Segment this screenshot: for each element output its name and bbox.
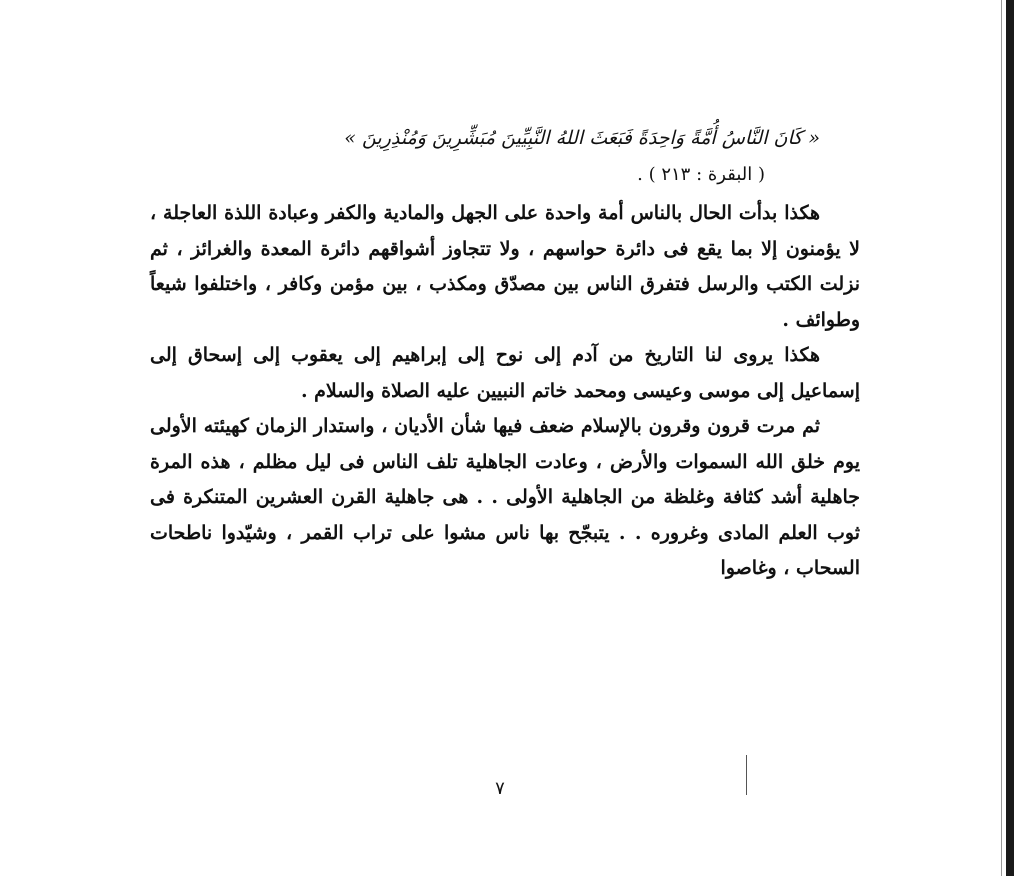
paragraph-1: هكذا بدأت الحال بالناس أمة واحدة على الجهل والمادية والكفر وعبادة اللذة العاجلة ، لا يؤمنون إلا بما يقع فى دائرة حواسهم ، ولا تتجاوز أشواقهم دائرة المعدة والغرائز ، ثم نزلت الكتب والرسل فتفرق الناس بين مصدّق ومكذب ، بين مؤمن وكافر ، واختلفوا شيعاً وطوائف . <box>150 202 860 331</box>
page-edge-shadow <box>1006 0 1014 876</box>
scan-mark <box>746 755 747 795</box>
page-number: ٧ <box>495 778 505 799</box>
page-body <box>150 118 860 587</box>
verse-reference: ( البقرة : ٢١٣ ) . <box>637 164 765 185</box>
page-edge-line <box>1001 0 1002 876</box>
paragraph-2: هكذا يروى لنا التاريخ من آدم إلى نوح إلى إبراهيم إلى يعقوب إلى إسحاق إلى إسماعيل إلى موسى وعيسى ومحمد خاتم النبيين عليه الصلاة والسلام . <box>150 344 860 402</box>
paragraph-3: ثم مرت قرون وقرون بالإسلام ضعف فيها شأن الأديان ، واستدار الزمان كهيئته الأولى يوم خلق الله السموات والأرض ، وعادت الجاهلية تلف الناس فى ليل مظلم ، هذه المرة جاهلية أشد كثافة وغلظة من الجاهلية الأولى . . هى جاهلية القرن العشرين المتنكرة فى ثوب العلم المادى وغروره . . يتبجّح بها ناس مشوا على تراب القمر ، وشيّدوا ناطحات السحاب ، وغاصوا <box>150 415 860 579</box>
quran-verse: « كَانَ النَّاسُ أُمَّةً وَاحِدَةً فَبَعَثَ اللهُ النَّبِيِّينَ مُبَشِّرِينَ وَمُنْذِرِينَ » <box>344 127 820 149</box>
